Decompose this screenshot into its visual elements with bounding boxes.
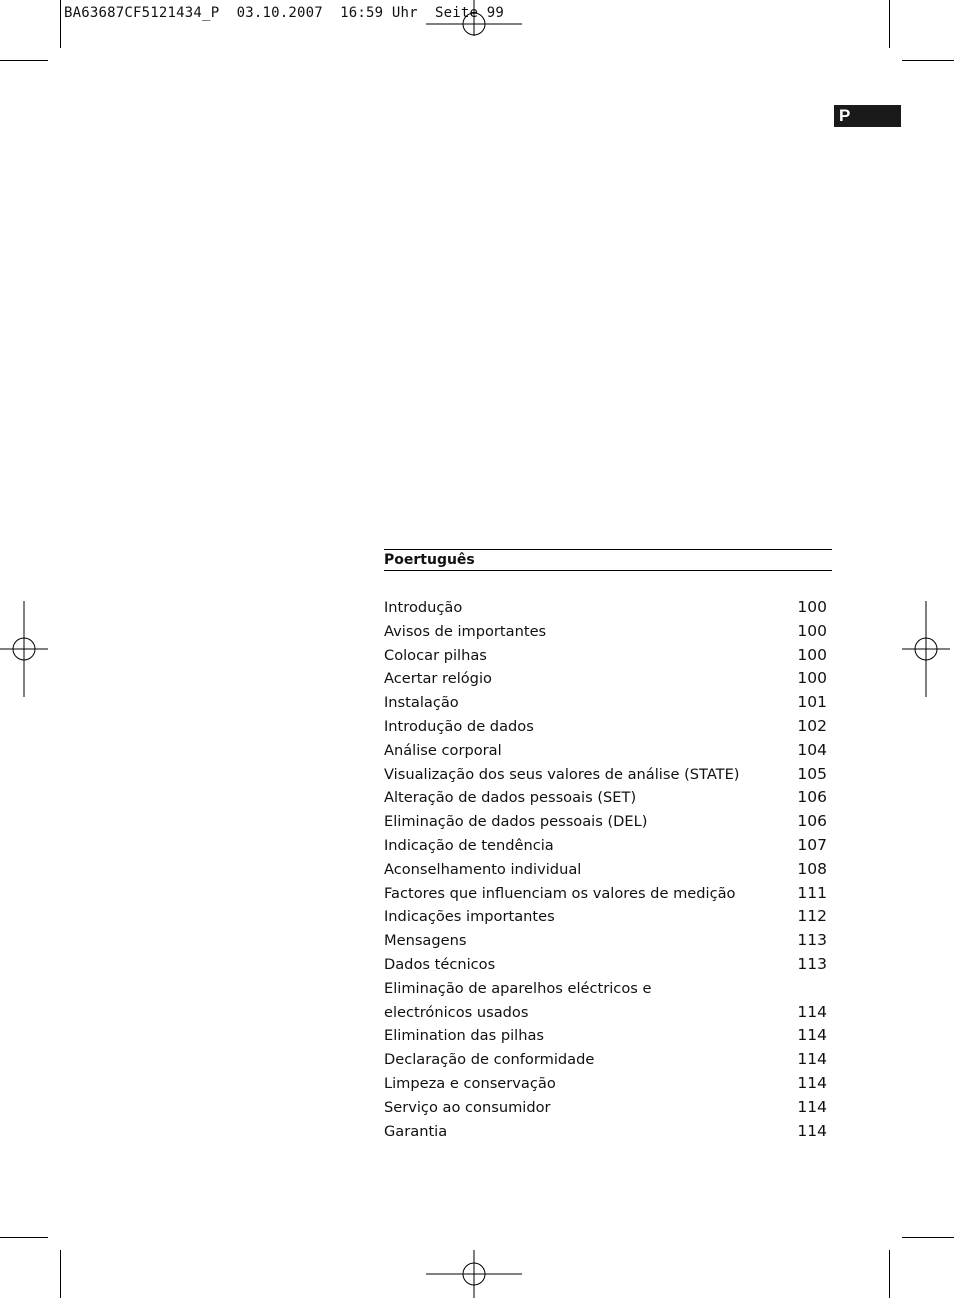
toc-entry (384, 739, 827, 763)
toc-entry (384, 1072, 827, 1096)
toc-entry-page: 114 (797, 1002, 827, 1021)
toc-entry-page: 104 (797, 740, 827, 759)
toc-entry (384, 905, 827, 929)
toc-entry-page: 107 (797, 835, 827, 854)
toc-entry-page: 100 (797, 598, 827, 616)
toc-entry-label: Factores que influenciam os valores de medição (384, 884, 736, 902)
toc-entry-page: 114 (797, 1121, 827, 1140)
toc-top-rule (384, 549, 832, 550)
toc-entry-label: Introdução (384, 599, 463, 616)
toc-entry-page: 100 (797, 645, 827, 664)
language-tab: P (834, 105, 901, 127)
toc-entry-page: 114 (797, 1026, 827, 1045)
toc-entry (384, 786, 827, 810)
toc-list (384, 596, 827, 1143)
crop-mark-bottom-right-h (902, 1237, 954, 1238)
toc-entry (384, 1048, 827, 1072)
toc-entry (384, 763, 827, 787)
registration-mark-top-icon (426, 0, 522, 36)
toc-entry-page: 112 (797, 907, 827, 926)
toc-entry (384, 977, 827, 1001)
toc-entry-label: Instalação (384, 694, 459, 712)
toc-entry (384, 810, 827, 834)
toc-entry-page: 108 (797, 859, 827, 878)
toc-entry (384, 715, 827, 739)
toc-entry-label: Eliminação de aparelhos eléctricos e (384, 979, 652, 997)
toc-entry-label: Declaração de conformidade (384, 1051, 595, 1069)
toc-entry-page: 105 (797, 764, 827, 783)
crop-mark-top-right-h (902, 60, 954, 61)
toc-entry-label: Aconselhamento individual (384, 860, 582, 878)
toc-entry (384, 953, 827, 977)
toc-entry-label: Dados técnicos (384, 955, 496, 973)
toc-entry-page: 100 (797, 621, 827, 640)
toc-entry-label: Introdução de dados (384, 717, 534, 735)
registration-mark-left-icon (0, 601, 48, 697)
toc-entry-label: Limpeza e conservação (384, 1074, 556, 1092)
toc-entry-page: 113 (797, 954, 827, 973)
toc-entry (384, 620, 827, 644)
toc-entry (384, 644, 827, 668)
toc-bottom-rule (384, 570, 832, 571)
toc-entry (384, 858, 827, 882)
toc-entry-page: 114 (797, 1050, 827, 1069)
toc-entry-label: Garantia (384, 1122, 448, 1140)
toc-entry-page: 114 (797, 1073, 827, 1092)
toc-entry-page: 113 (797, 931, 827, 950)
toc-entry-page: 106 (797, 812, 827, 831)
toc-entry (384, 667, 827, 691)
crop-mark-bottom-left-h (0, 1237, 48, 1238)
toc-entry (384, 691, 827, 715)
crop-mark-top-left-v (60, 0, 61, 48)
toc-entry-label: Análise corporal (384, 741, 502, 759)
toc-entry-page: 106 (797, 788, 827, 807)
crop-mark-bottom-right-v (889, 1250, 890, 1298)
crop-mark-top-right-v (889, 0, 890, 48)
toc-entry (384, 1120, 827, 1144)
toc-entry (384, 882, 827, 906)
toc-entry-page: 111 (797, 883, 827, 902)
toc-entry-page: 114 (797, 1097, 827, 1116)
toc-entry-page: 101 (797, 693, 827, 712)
toc-entry-label: Elimination das pilhas (384, 1027, 545, 1045)
toc-entry-page: 100 (797, 669, 827, 688)
toc-entry-label: electrónicos usados (384, 1003, 529, 1021)
toc-entry-label: Indicação de tendência (384, 836, 554, 854)
toc-entry-page: 102 (797, 716, 827, 735)
crop-mark-top-left-h (0, 60, 48, 61)
toc-title: Poertuguês (384, 552, 475, 568)
toc-entry (384, 834, 827, 858)
toc-entry-label: Indicações importantes (384, 908, 555, 926)
toc-entry (384, 1096, 827, 1120)
toc-entry (384, 596, 827, 620)
registration-mark-bottom-icon (426, 1250, 522, 1298)
toc-entry (384, 1024, 827, 1048)
toc-entry-label: Mensagens (384, 932, 467, 950)
toc-entry-label: Visualização dos seus valores de análise (STATE) (384, 765, 740, 783)
registration-mark-right-icon (902, 601, 950, 697)
print-slug: BA63687CF5121434_P 03.10.2007 16:59 Uhr Seite 99 (64, 5, 505, 21)
toc-entry-label: Avisos de importantes (384, 622, 547, 640)
toc-entry-label: Acertar relógio (384, 670, 492, 688)
toc-entry (384, 929, 827, 953)
toc-entry-label: Colocar pilhas (384, 646, 487, 664)
toc-entry-label: Alteração de dados pessoais (SET) (384, 789, 637, 807)
crop-mark-bottom-left-v (60, 1250, 61, 1298)
toc-entry-label: Eliminação de dados pessoais (DEL) (384, 813, 648, 831)
toc-entry-label: Serviço ao consumidor (384, 1098, 551, 1116)
toc-entry (384, 1001, 827, 1025)
